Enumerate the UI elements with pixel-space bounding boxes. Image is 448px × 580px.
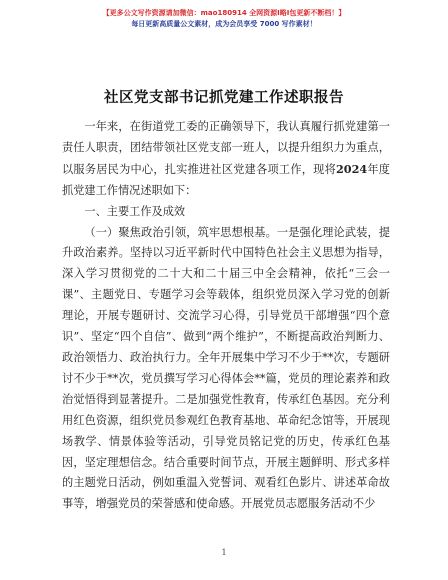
intro-paragraph: [62, 117, 390, 202]
section-heading: 一、主要工作及成效: [84, 204, 186, 218]
page-number: 1: [221, 548, 227, 557]
intro-text-part-1: 一年来，在街道党工委的正确领导下，我认真履行抓党建第一责任人职责，团结带领社区党支部一班人，以提升组织力为重点，以服务居民为中心，扎实推进社区党建各项工作，现将: [62, 120, 390, 176]
section-body-paragraph: （一）聚焦政治引领，筑牢思想根基。一是强化理论武装，提升政治素养。坚持以习近平新时代中国特色社会主义思想为指导，深入学习贯彻党的二十大和二十届三中全会精神，依托“三会一课”、主题党日、专题学习会等载体，组织党员深入学习党的创新理论，开展专题研讨、交流学习心得，引导党员干部增强“四个意识”、坚定“四个自信”、做到“两个维护”，不断提高政治判断力、政治领悟力、政治执行力。全年开展集中学习不少于**次，专题研讨不少于**次，党员撰写学习心得体会**篇，党员的理论素养和政治觉悟得到显著提升。二是加强党性教育，传承红色基因。充分利用红色资源，组织党员参观红色教育基地、革命纪念馆等，开展现场教学、情景体验等活动，引导党员铭记党的历史，传承红色基因，坚定理想信念。结合重要时间节点，开展主题鲜明、形式多样的主题党日活动，例如重温入党誓词、观看红色影片、讲述革命故事等，增强党员的荣誉感和使命感。开展党员志愿服务活动不少: [62, 225, 390, 511]
promo-banner-line-1: 【更多公文写作资源请加微信：mao180914 全网资源I略I包更新不断档！】: [102, 9, 346, 17]
promo-banner-line-2: 每日更新高质量公文素材，成为会员享受 7000 写作素材！: [131, 20, 317, 28]
report-year: 2024: [336, 161, 368, 176]
promo-banner: [0, 8, 448, 30]
document-title: 社区党支部书记抓党建工作述职报告: [104, 90, 344, 106]
document-body: [62, 117, 390, 515]
intro-text-part-2: 年度抓党建工作情况述职如下：: [62, 162, 390, 197]
